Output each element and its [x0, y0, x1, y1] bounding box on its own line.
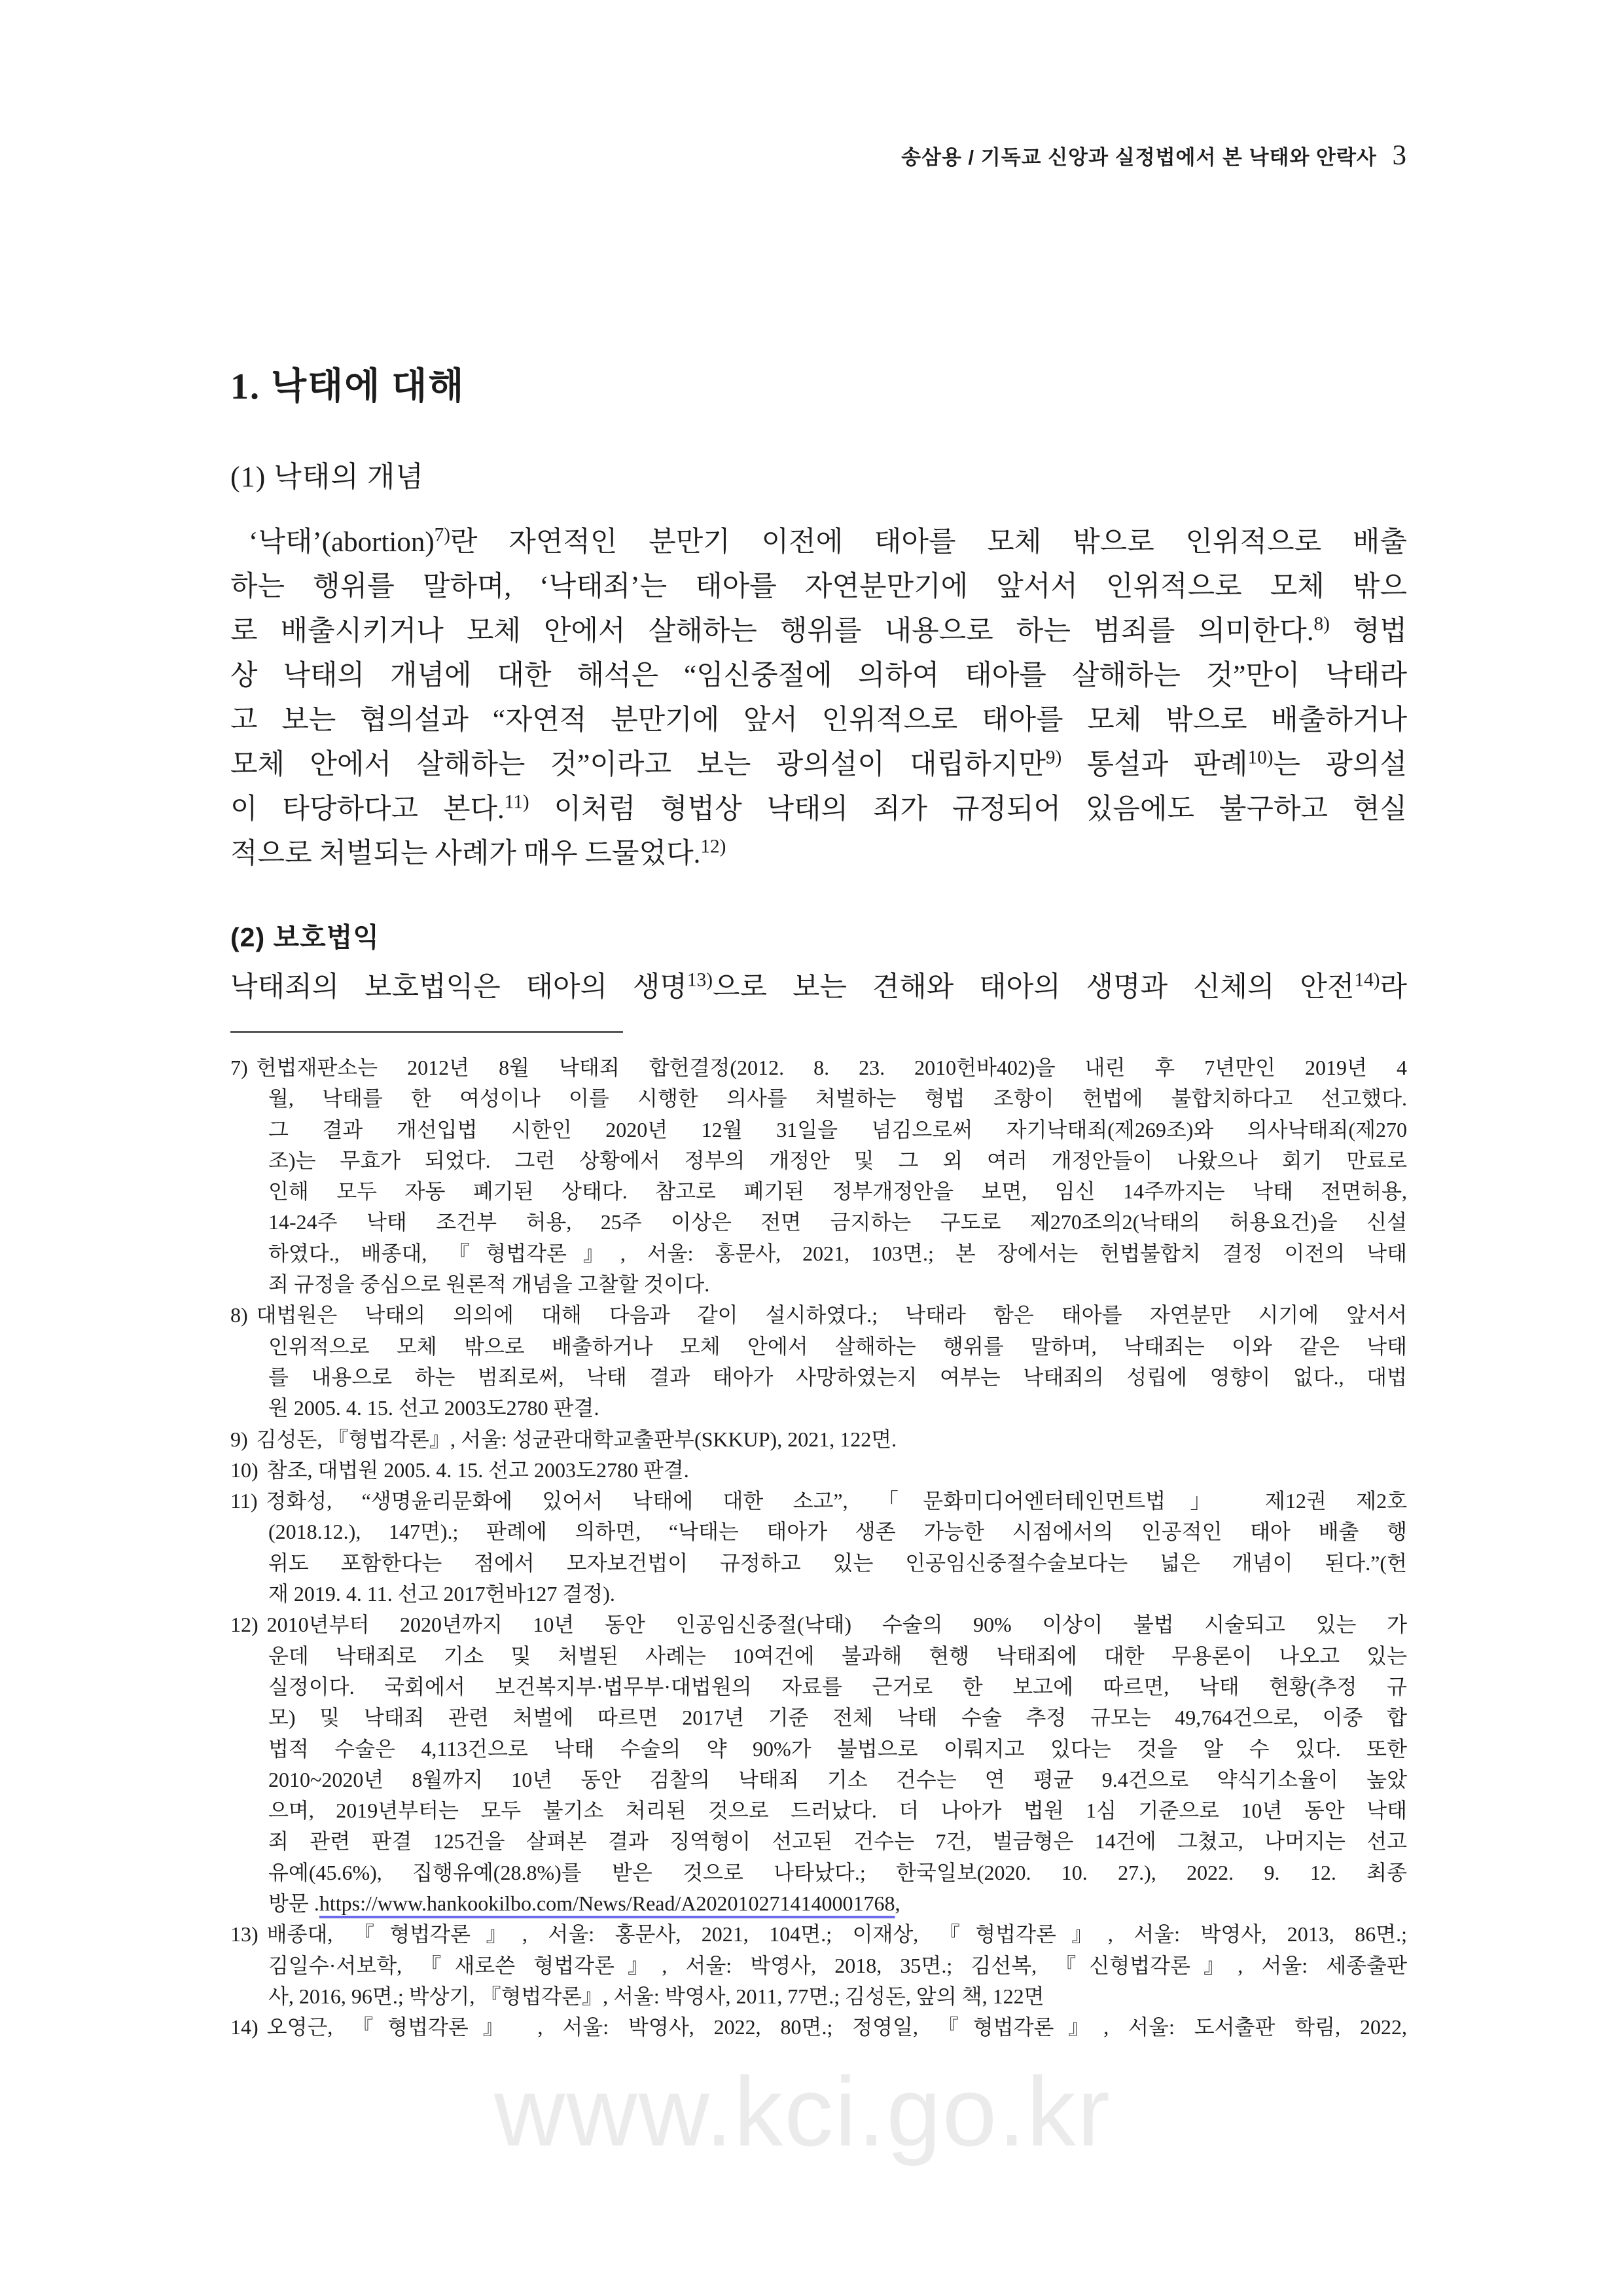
footnote-line — [230, 1826, 1407, 1857]
text-run: 하는 행위를 말하며, ‘낙태죄’는 태아를 자연분만기에 앞서서 인위적으로 모체 밖으 — [230, 571, 1407, 602]
paragraph-protected-interest — [230, 965, 1407, 1010]
footnote-number: 10) — [230, 1458, 259, 1482]
footnote-line — [230, 1331, 1407, 1362]
text-run: 이처럼 형법상 낙태의 죄가 규정되어 있음에도 불구하고 현실 — [529, 794, 1407, 825]
footnote-line — [230, 1207, 1407, 1238]
page-number: 3 — [1392, 140, 1407, 171]
text-run: 인해 모두 자동 폐기된 상태다. 참고로 폐기된 정부개정안을 보면, 임신 14주까지는 낙태 전면허용, — [268, 1179, 1407, 1204]
footnote-ref: 7) — [434, 524, 451, 546]
footnote-number: 9) — [230, 1427, 248, 1451]
footnote-line — [230, 1795, 1407, 1826]
text-run: 월, 낙태를 한 여성이나 이를 시행한 의사를 처벌하는 형법 조항이 헌법에 불합치하다고 선고했다. — [268, 1086, 1407, 1111]
footnote-number: 13) — [230, 1922, 259, 1946]
text-line — [230, 609, 1407, 654]
text-run: 운데 낙태죄로 기소 및 처벌된 사례는 10여건에 불과해 현행 낙태죄에 대한 무용론이 나오고 있는 — [268, 1643, 1407, 1668]
footnote-line — [230, 1145, 1407, 1176]
text-run: 모체 안에서 살해하는 것”이라고 보는 광의설이 대립하지만 — [230, 749, 1046, 780]
footnote-number: 8) — [230, 1303, 248, 1327]
text-run: 죄 관련 판결 125건을 살펴본 결과 징역형이 선고된 건수는 7건, 벌금형은 14건에 그쳤고, 나머지는 선고 — [268, 1829, 1407, 1854]
text-run: 원 2005. 4. 15. 선고 2003도2780 판결. — [268, 1396, 599, 1420]
footnote-line — [230, 1269, 1407, 1300]
footnote-line — [230, 1857, 1407, 1888]
text-line — [230, 654, 1407, 698]
text-run: 고 보는 협의설과 “자연적 분만기에 앞서 인위적으로 태아를 모체 밖으로 배출하거나 — [230, 705, 1407, 736]
footnote-ref: 14) — [1354, 969, 1380, 991]
text-run: , — [895, 1892, 901, 1916]
footnote-ref: 10) — [1247, 747, 1274, 768]
footnote-line — [230, 1765, 1407, 1795]
text-line — [230, 965, 1407, 1010]
text-run: ‘낙태’(abortion) — [249, 527, 435, 558]
text-run: 낙태죄의 보호법익은 태아의 생명 — [230, 972, 687, 1003]
text-run: 김성돈, 『형법각론』, 서울: 성균관대학교출판부(SKKUP), 2021, 122면. — [256, 1427, 897, 1451]
text-run: 사, 2016, 96면.; 박상기, 『형법각론』, 서울: 박영사, 2011, 77면.; 김성돈, 앞의 책, 122면 — [268, 1984, 1044, 2008]
text-run: 참조, 대법원 2005. 4. 15. 선고 2003도2780 판결. — [266, 1458, 689, 1482]
text-run: 죄 규정을 중심으로 원론적 개념을 고찰할 것이다. — [268, 1272, 710, 1297]
text-run: 조)는 무효가 되었다. 그런 상황에서 정부의 개정안 및 그 외 여러 개정안들이 나왔으나 회기 만료로 — [268, 1148, 1407, 1172]
text-run: 2010년부터 2020년까지 10년 동안 인공임신중절(낙태) 수술의 90% 이상이 불법 시술되고 있는 가 — [266, 1613, 1407, 1637]
running-header-title: 송삼용 / 기독교 신앙과 실정법에서 본 낙태와 안락사 — [901, 146, 1377, 169]
footnote-line — [230, 1455, 1407, 1486]
text-line — [230, 787, 1407, 832]
text-run: 모) 및 낙태죄 관련 처벌에 따르면 2017년 기준 전체 낙태 수술 추정 규모는 49,764건으로, 이중 합 — [268, 1706, 1407, 1730]
footnote-line — [230, 1486, 1407, 1516]
text-run: 적으로 처벌되는 사례가 매우 드물었다. — [230, 838, 701, 869]
footnote-line — [230, 1362, 1407, 1393]
hankookilbo-url-link[interactable]: https://www.hankookilbo.com/News/Read/A2020102714140001768 — [319, 1892, 895, 1916]
footnote-line — [230, 1950, 1407, 1981]
footnote-line — [230, 1609, 1407, 1640]
content-area — [230, 0, 1407, 2043]
text-run: 이 타당하다고 본다. — [230, 794, 505, 825]
text-run: 대법원은 낙태의 의의에 대해 다음과 같이 설시하였다.; 낙태라 함은 태아를 자연분만 시기에 앞서서 — [256, 1303, 1407, 1327]
text-run: (2018.12.), 147면).; 판례에 의하면, “낙태는 태아가 생존 가능한 시점에서의 인공적인 태아 배출 행 — [268, 1520, 1407, 1544]
footnote-number: 14) — [230, 2015, 259, 2039]
footnote-line — [230, 1115, 1407, 1145]
footnote-ref: 11) — [504, 791, 529, 813]
text-run: 라 — [1380, 972, 1407, 1003]
footnote-ref: 8) — [1313, 613, 1330, 635]
footnote-line — [230, 1919, 1407, 1950]
text-run: 상 낙태의 개념에 대한 해석은 “임신중절에 의하여 태아를 살해하는 것”만이 낙태라 — [230, 660, 1407, 691]
text-run: 하였다., 배종대, 『형법각론』, 서울: 홍문사, 2021, 103면.; 본 장에서는 헌법불합치 결정 이전의 낙태 — [268, 1241, 1407, 1265]
text-run: 인위적으로 모체 밖으로 배출하거나 모체 안에서 살해하는 행위를 말하며, 낙태죄는 이와 같은 낙태 — [268, 1334, 1407, 1358]
text-line — [230, 698, 1407, 743]
text-run: 란 자연적인 분만기 이전에 태아를 모체 밖으로 인위적으로 배출 — [450, 527, 1407, 558]
text-run: 형법 — [1329, 616, 1407, 647]
subsection-heading-1: (1) 낙태의 개념 — [230, 461, 424, 493]
footnote-separator — [230, 1031, 623, 1033]
text-run: 법적 수술은 4,113건으로 낙태 수술의 약 90%가 불법으로 이뤄지고 있다는 것을 알 수 있다. 또한 — [268, 1736, 1407, 1761]
footnote-ref: 9) — [1045, 747, 1062, 768]
text-run: 를 내용으로 하는 범죄로써, 낙태 결과 태아가 사망하였는지 여부는 낙태죄의 성립에 영향이 없다., 대법 — [268, 1365, 1407, 1389]
footnote-ref: 12) — [700, 836, 726, 857]
text-run: 으로 보는 견해와 태아의 생명과 신체의 안전 — [712, 972, 1355, 1003]
section-title: 1. 낙태에 대해 — [230, 367, 465, 407]
text-run: 정화성, “생명윤리문화에 있어서 낙태에 대한 소고”, 「문화미디어엔터테인먼트법」 제12권 제2호 — [266, 1489, 1407, 1513]
text-line — [230, 743, 1407, 787]
text-run: 위도 포함한다는 점에서 모자보건법이 규정하고 있는 인공임신중절수술보다는 넓은 개념이 된다.”(헌 — [268, 1551, 1407, 1575]
footnote-number: 12) — [230, 1613, 259, 1637]
running-header — [230, 141, 1407, 173]
subsection-heading-2: (2) 보호법익 — [230, 922, 380, 952]
footnote-number: 11) — [230, 1489, 258, 1513]
text-run: 재 2019. 4. 11. 선고 2017헌바127 결정). — [268, 1582, 615, 1606]
footnote-line — [230, 1300, 1407, 1331]
footnote-line — [230, 1083, 1407, 1114]
footnote-line — [230, 1424, 1407, 1455]
text-line — [230, 565, 1407, 609]
text-run: 14-24주 낙태 조건부 허용, 25주 이상은 전면 금지하는 구도로 제270조의2(낙태의 허용요건)을 신설 — [268, 1210, 1407, 1234]
text-run: 는 광의설 — [1273, 749, 1407, 780]
text-run: 오영근, 『형법각론』 , 서울: 박영사, 2022, 80면.; 정영일, 『형법각론』, 서울: 도서출판 학림, 2022, — [266, 2015, 1407, 2039]
footnote-line — [230, 1641, 1407, 1672]
footnote-line — [230, 1672, 1407, 1702]
kci-watermark: www.kci.go.kr — [494, 2056, 1111, 2166]
text-run: 방문 . — [268, 1892, 319, 1916]
text-run: 김일수·서보학, 『새로쓴 형법각론』, 서울: 박영사, 2018, 35면.; 김선복, 『신형법각론』, 서울: 세종출판 — [268, 1953, 1407, 1977]
footnote-line — [230, 1516, 1407, 1547]
text-line — [230, 832, 1407, 876]
footnote-line — [230, 1579, 1407, 1609]
text-run: 유예(45.6%), 집행유예(28.8%)를 받은 것으로 나타났다.; 한국일보(2020. 10. 27.), 2022. 9. 12. 최종 — [268, 1860, 1407, 1884]
footnote-line — [230, 2012, 1407, 2043]
footnote-line — [230, 1888, 1407, 1919]
text-run: 통설과 판례 — [1061, 749, 1248, 780]
footnote-line — [230, 1238, 1407, 1269]
text-run: 로 배출시키거나 모체 안에서 살해하는 행위를 내용으로 하는 범죄를 의미한다. — [230, 616, 1314, 647]
footnote-line — [230, 1702, 1407, 1733]
text-line — [230, 520, 1407, 565]
text-run: 그 결과 개선입법 시한인 2020년 12월 31일을 넘김으로써 자기낙태죄(제269조)와 의사낙태죄(제270 — [268, 1117, 1407, 1141]
footnote-number: 7) — [230, 1056, 248, 1079]
text-run: 배종대, 『형법각론』, 서울: 홍문사, 2021, 104면.; 이재상, 『형법각론』, 서울: 박영사, 2013, 86면.; — [266, 1922, 1407, 1946]
footnote-line — [230, 1393, 1407, 1424]
footnote-ref: 13) — [687, 969, 713, 991]
footnote-line — [230, 1052, 1407, 1083]
footnote-line — [230, 1981, 1407, 2012]
text-run: 으며, 2019년부터는 모두 불기소 처리된 것으로 드러났다. 더 나아가 법원 1심 기준으로 10년 동안 낙태 — [268, 1799, 1407, 1823]
footnote-line — [230, 1548, 1407, 1579]
footnote-line — [230, 1176, 1407, 1207]
paragraph-abortion-concept — [230, 520, 1407, 876]
footnote-line — [230, 1734, 1407, 1765]
text-run: 헌법재판소는 2012년 8월 낙태죄 합헌결정(2012. 8. 23. 2010헌바402)을 내린 후 7년만인 2019년 4 — [256, 1056, 1407, 1079]
footnotes-section — [230, 1052, 1407, 2043]
text-run: 실정이다. 국회에서 보건복지부·법무부·대법원의 자료를 근거로 한 보고에 따르면, 낙태 현황(추정 규 — [268, 1674, 1407, 1698]
text-run: 2010~2020년 8월까지 10년 동안 검찰의 낙태죄 기소 건수는 연 평균 9.4건으로 약식기소율이 높았 — [268, 1767, 1407, 1791]
